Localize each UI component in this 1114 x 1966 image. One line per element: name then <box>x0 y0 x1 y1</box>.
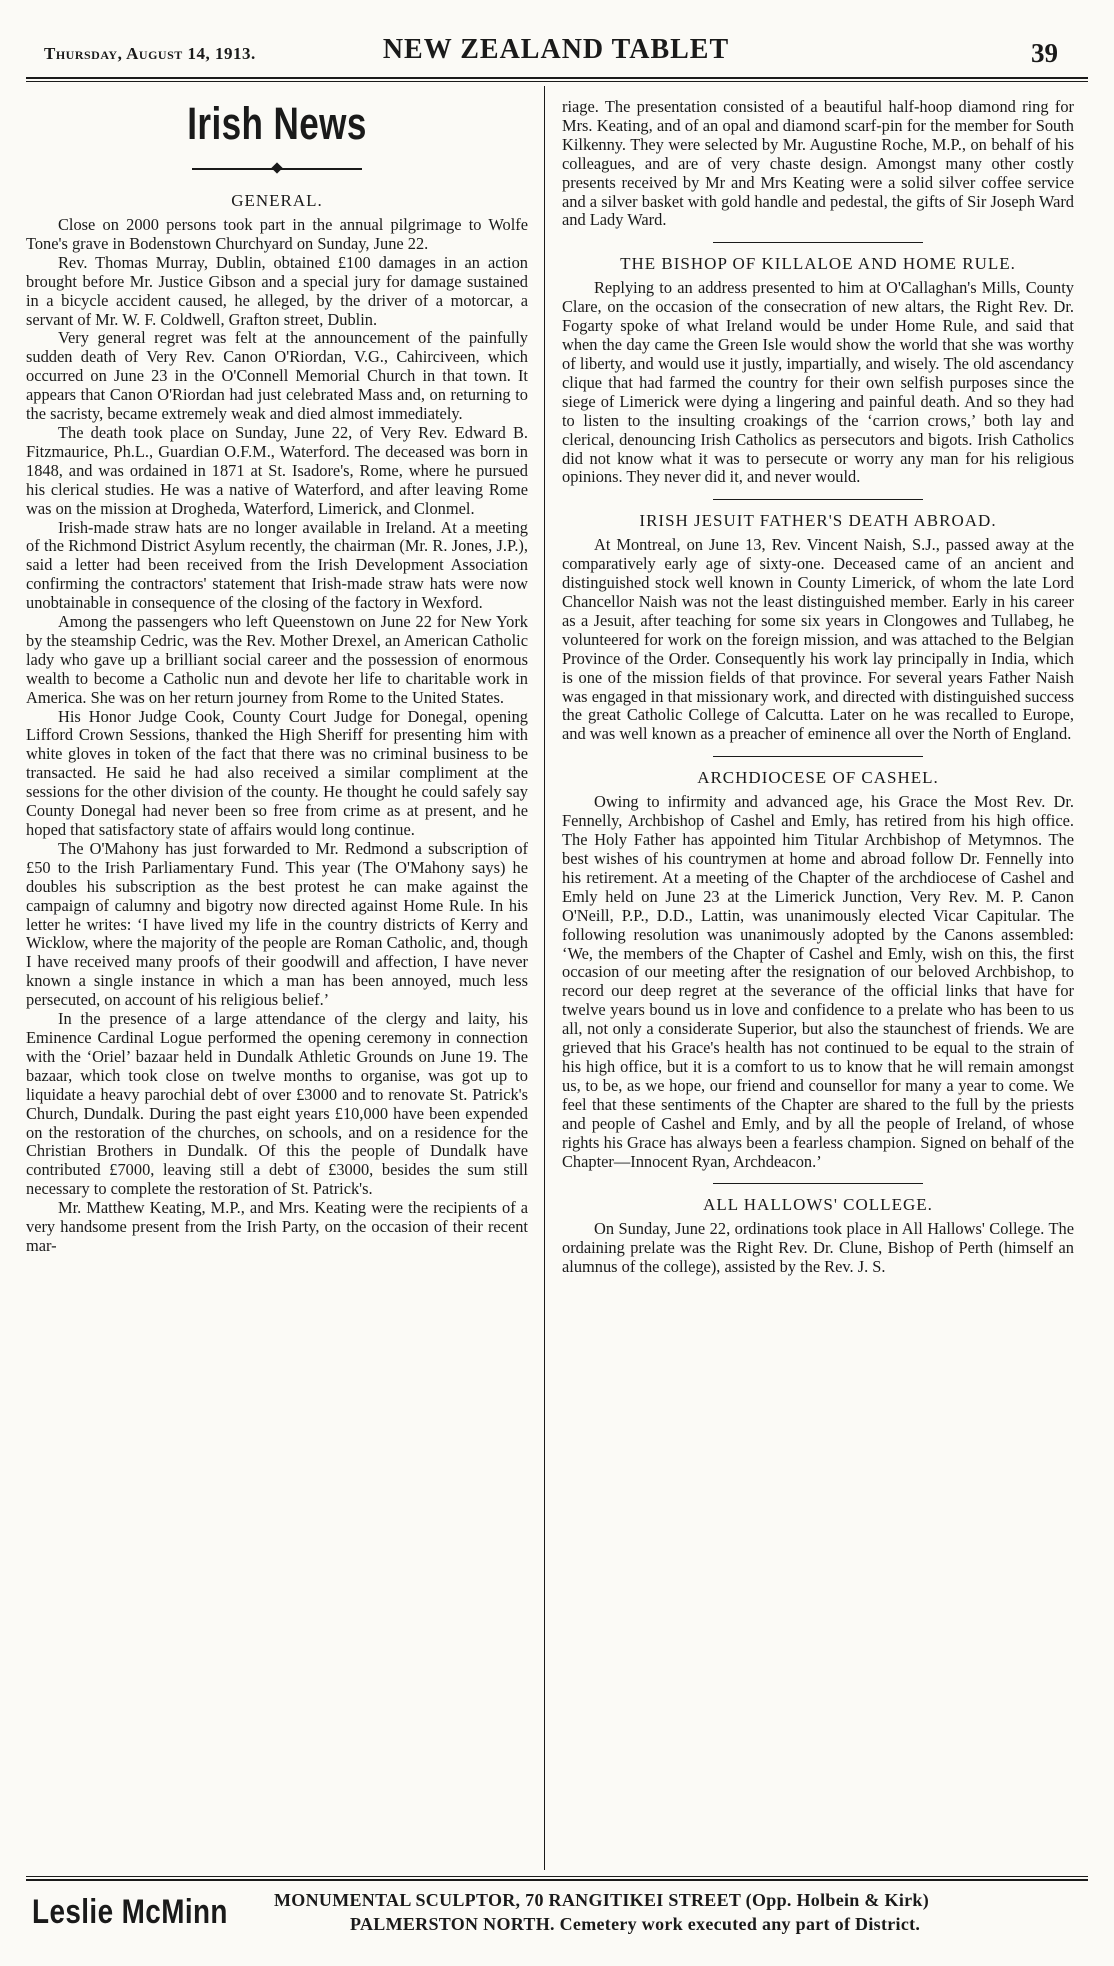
footer-rule <box>26 1876 1088 1881</box>
article-paragraph: Rev. Thomas Murray, Dublin, obtained £100 damages in an action brought before Mr. Justice Gibson and a special jury for damage sustained in a bicycle accident caused, he alleged, by the driver of a motorcar, a servant of Mr. W. F. Coldwell, Grafton street, Dublin. <box>26 252 528 329</box>
section-heading-cashel: ARCHDIOCESE OF CASHEL. <box>697 768 939 788</box>
article-paragraph: Among the passengers who left Queenstown on June 22 for New York by the steamship Cedric, was the Rev. Mother Drexel, an American Catholic lady who gave up a brilliant social career and the possession of enormous wealth to become a Catholic nun and devote her life to charitable work in America. She was on her return journey from Rome to the United States. <box>26 612 528 707</box>
issue-date: Thursday, August 14, 1913. <box>44 44 256 63</box>
feature-title: Irish News <box>187 98 367 149</box>
article-paragraph: His Honor Judge Cook, County Court Judge for Donegal, opening Lifford Crown Sessions, thanked the High Sheriff for presenting him with white gloves in token of the fact that there was no criminal business to be transacted. He said he had also received a similar compliment at the sessions for the other division of the county. He thought he could safely say County Donegal had never been so free from crime as at present, and he hoped that satisfactory state of affairs would long continue. <box>26 706 528 839</box>
section-heading-jesuit: IRISH JESUIT FATHER'S DEATH ABROAD. <box>639 511 997 531</box>
masthead <box>26 34 1086 74</box>
advertisement-line-2: PALMERSTON NORTH. Cemetery work executed any part of District. <box>350 1914 921 1934</box>
article-paragraph: The O'Mahony has just forwarded to Mr. Redmond a subscription of £50 to the Irish Parliamentary Fund. This year (The O'Mahony says) he doubles his subscription as the best protest he can make against the campaign of calumny and bigotry now directed against Home Rule. In his letter he writes: ‘I have lived my life in the country districts of Kerry and Wicklow, where the majority of the people are Roman Catholic, and, though I have received many proofs of their goodwill and affection, I have never known a single instance in which a man has been annoyed, much less persecuted, on account of his religious belief.’ <box>26 838 528 1010</box>
section-rule <box>713 756 923 757</box>
article-paragraph: Irish-made straw hats are no longer available in Ireland. At a meeting of the Richmond District Asylum recently, the chairman (Mr. R. Jones, J.P.), said a letter had been received from the Irish Development Association confirming the contractors' statement that Irish-made straw hats were now unobtainable in consequence of the closing of the factory in Wexford. <box>26 517 528 613</box>
section-rule <box>713 499 923 500</box>
article-paragraph: On Sunday, June 22, ordinations took place in All Hallows' College. The ordaining prelate was the Right Rev. Dr. Clune, Bishop of Perth (himself an alumnus of the college), assisted by the Rev. J. S. <box>562 1219 1074 1277</box>
article-continuation: riage. The presentation consisted of a beautiful half-hoop diamond ring for Mrs. Keating, and of an opal and diamond scarf-pin for the member for South Kilkenny. They were selected by Mr. Augustine Roche, M.P., on behalf of his colleagues, and are of very chaste design. Amongst many other costly presents received by Mr and Mrs Keating were a solid silver coffee service and a silver basket with gold handle and pedestal, the gifts of Sir Joseph Ward and Lady Ward. <box>562 98 1074 230</box>
newspaper-title: NEW ZEALAND TABLET <box>382 34 730 65</box>
section-heading-all-hallows: ALL HALLOWS' COLLEGE. <box>703 1195 933 1215</box>
section-heading-killaloe: THE BISHOP OF KILLALOE AND HOME RULE. <box>620 254 1016 274</box>
article-paragraph: The death took place on Sunday, June 22, of Very Rev. Edward B. Fitzmaurice, Ph.L., Guardian O.F.M., Waterford. The deceased was born in 1848, and was ordained in 1871 at St. Isadore's, Rome, where he pursued his clerical studies. He was a native of Waterford, and after leaving Rome was on the mission at Drogheda, Waterford, Limerick, and Clonmel. <box>26 422 528 518</box>
section-heading-general: GENERAL. <box>231 191 323 210</box>
advertiser-name: Leslie McMinn <box>32 1893 228 1931</box>
article-paragraph: In the presence of a large attendance of the clergy and laity, his Eminence Cardinal Logue performed the opening ceremony in connection with the ‘Oriel’ bazaar held in Dundalk Athletic Grounds on June 19. The bazaar, which took close on twelve months to organise, was got up to liquidate a heavy parochial debt of over £3000 and to renovate St. Patrick's Church, Dundalk. During the past eight years £10,000 have been expended on the restoration of the churches, on schools, and on a residence for the Christian Brothers in Dundalk. Of this the people of Dundalk have contributed £7000, leaving still a debt of £3000, besides the sum still necessary to complete the restoration of St. Patrick's. <box>26 1009 528 1199</box>
advertisement <box>26 1886 1088 1946</box>
page-number: 39 <box>1031 38 1058 68</box>
article-paragraph: Owing to infirmity and advanced age, his Grace the Most Rev. Dr. Fennelly, Archbishop of Cashel and Emly, has retired from his high office. The Holy Father has appointed him Titular Archbishop of Metymnos. The best wishes of his countrymen at home and abroad follow Dr. Fennelly into his retirement. At a meeting of the Chapter of the archdiocese of Cashel and Emly held on June 23 at the Limerick Junction, Very Rev. M. P. Canon O'Neill, P.P., D.D., Lattin, was unanimously elected Vicar Capitular. The following resolution was unanimously adopted by the Canons assembled: ‘We, the members of the Chapter of Cashel and Emly, wish on this, the first occasion of our meeting after the resignation of our beloved Archbishop, to record our deep regret at the severance of the official links that have for twelve years bound us in love and confidence to a prelate who has been to us all, not only a considerate Superior, but also the staunchest of friends. We are grieved that his Grace's health has not continued to be equal to the strain of his high office, but it is a comfort to us to know that he will remain amongst us, to be, as we hope, our friend and counsellor for many a year to come. We feel that these sentiments of the Chapter are shared to the full by the priests and people of Cashel and Emly, and by all the people of Ireland, of whose rights his Grace has always been a fearless champion. Signed on behalf of the Chapter—Innocent Ryan, Archdeacon.’ <box>562 792 1074 1171</box>
left-column <box>26 96 528 1866</box>
article-paragraph: Replying to an address presented to him at O'Callaghan's Mills, County Clare, on the occasion of the consecration of new altars, the Right Rev. Dr. Fogarty spoke of what Ireland would be under Home Rule, and said that when the day came the Green Isle would show the world that she was worthy of liberty, and would use it justly, impartially, and wisely. The old ascendancy clique that had farmed the country for their own selfish purposes since the siege of Limerick were dying a lingering and painful death. And so they had to listen to the insulting croakings of the ‘carrion crows,’ both lay and clerical, denouncing Irish Catholics as persecutors and bigots. Irish Catholics did not know what it was to persecute or worry any man for his religious opinions. They never did it, and never would. <box>562 278 1074 487</box>
article-paragraph: At Montreal, on June 13, Rev. Vincent Naish, S.J., passed away at the comparatively early age of sixty-one. Deceased came of an ancient and distinguished stock well known in County Limerick, of whom the late Lord Chancellor Naish was not the least distinguished member. Early in his career as a Jesuit, after teaching for some six years in Clongowes and Tullabeg, he volunteered for work on the foreign mission, and was attached to the Belgian Province of the Order. Consequently his work lay principally in India, which is one of the mission fields of that province. For several years Father Naish was engaged in that missionary work, and directed with distinguished success the great Catholic College of Calcutta. Later on he was recalled to Europe, and was well known as a preacher of eminence all over the North of England. <box>562 535 1074 744</box>
advertisement-line-1: MONUMENTAL SCULPTOR, 70 RANGITIKEI STREET (Opp. Holbein & Kirk) <box>274 1890 930 1910</box>
masthead-rule <box>26 77 1088 82</box>
right-column <box>562 98 1074 1866</box>
section-rule <box>713 1183 923 1184</box>
article-paragraph: Mr. Matthew Keating, M.P., and Mrs. Keating were the recipients of a very handsome present from the Irish Party, on the occasion of their recent mar- <box>26 1198 528 1255</box>
article-paragraph: Close on 2000 persons took part in the annual pilgrimage to Wolfe Tone's grave in Bodenstown Churchyard on Sunday, June 22. <box>26 215 528 253</box>
ornament-divider-icon <box>192 162 362 176</box>
section-rule <box>713 242 923 243</box>
column-divider <box>544 86 545 1870</box>
article-paragraph: Very general regret was felt at the announcement of the painfully sudden death of Very Rev. Canon O'Riordan, V.G., Cahirciveen, which occurred on June 23 in the O'Connell Memorial Church in that town. It appears that Canon O'Riordan had just celebrated Mass and, on returning to the sacristy, became extremely weak and died almost immediately. <box>26 328 528 424</box>
